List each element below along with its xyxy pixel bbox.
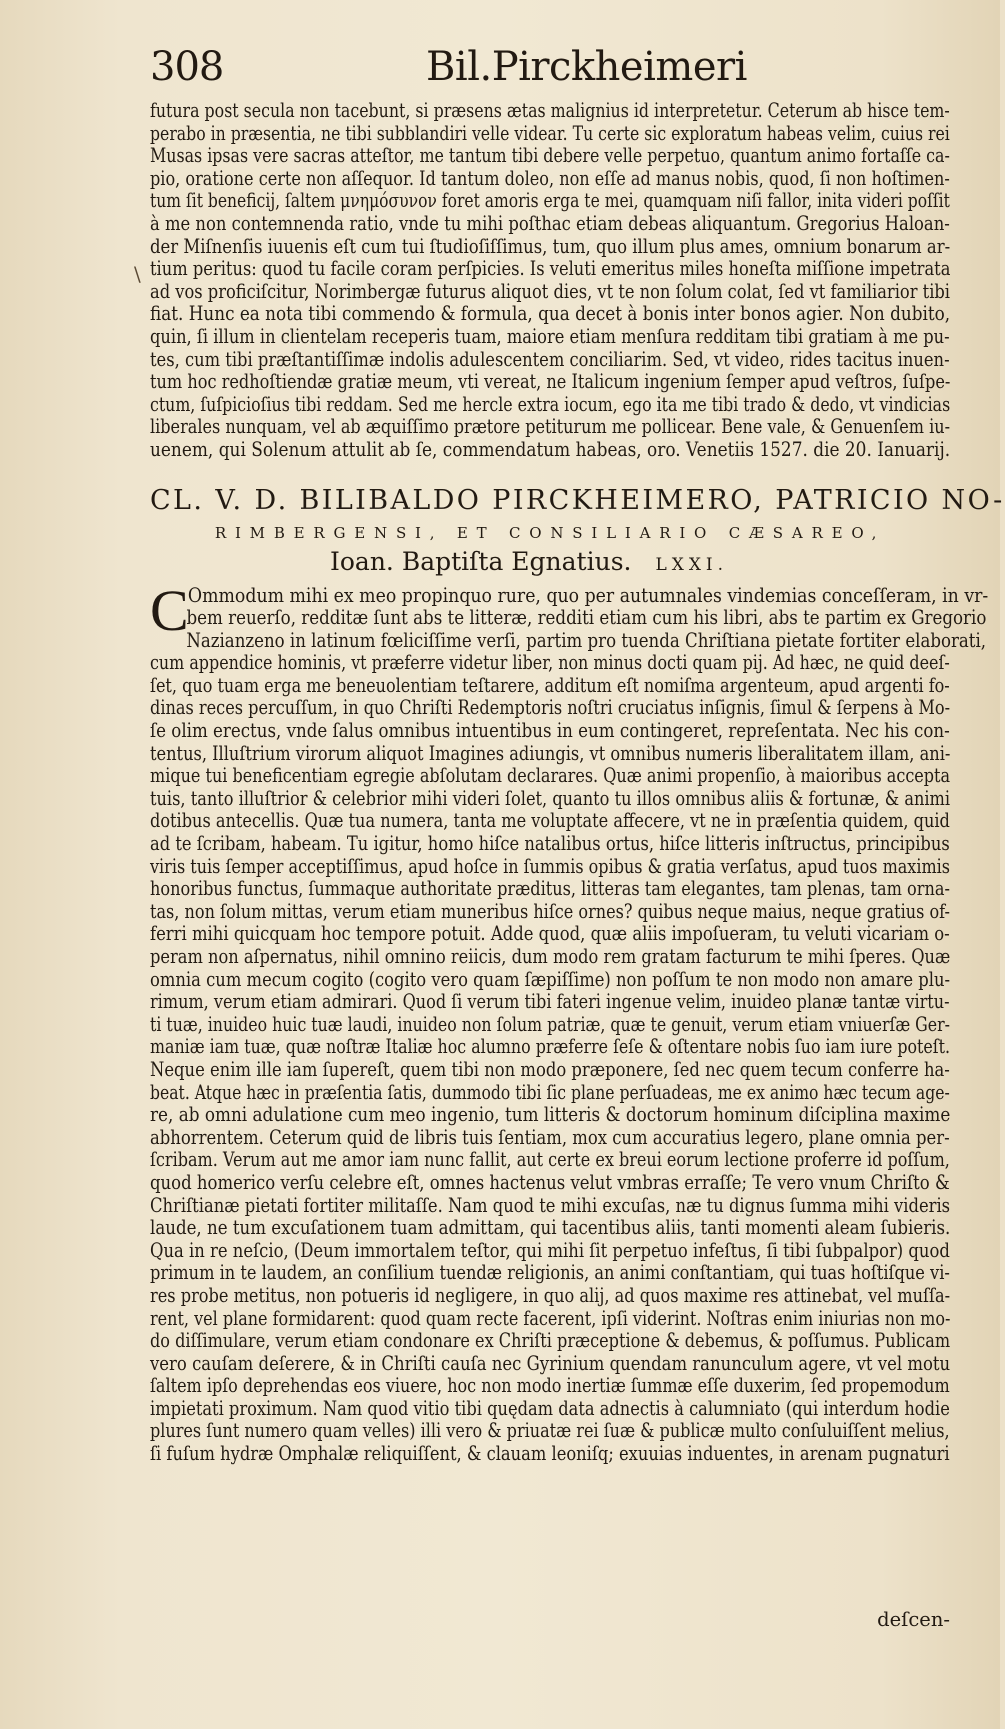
text-line: Nazianzeno in latinum fœliciſſime verſi, partim pro tuenda Chriſtiana pietate fortiter elaborati, [186,628,987,652]
text-line: dotibus antecellis. Quæ tua numera, tanta me voluptate affecere, vt ne in præſentia quidem, quid [150,809,950,833]
letter-heading [150,484,1005,581]
text-line: der Miſnenſis iuuenis eſt cum tui ſtudioſiſſimus, tum, quo illum plus ames, omnium bonarum ar- [150,234,951,258]
text-line: vero cauſam deſerere, & in Chriſti cauſa nec Gyrinium quendam ranunculum agere, vt vel motu [150,1351,951,1375]
text-line: impietati proximum. Nam quod vitio tibi quędam data adnectis à calumniato (qui interdum hodie [150,1396,950,1420]
text-line: quin, ſi illum in clientelam receperis tuam, maiore etiam menſura redditam tibi gratiam à me pu- [150,324,950,348]
text-line: ſe olim erectus, vnde ſalus omnibus intuentibus in eum contingeret, repreſentata. Nec his con- [150,719,950,743]
text-line: perabo in præsentia, ne tibi subblandiri velle videar. Tu certe sic exploratum habeas velim, cuius rei [150,121,950,145]
running-head: Bil.Pirckheimeri [426,44,747,90]
previous-letter-text [150,100,950,462]
text-line: Chriſtianæ pietati fortiter militaſſe. Nam quod te mihi excuſas, næ tu dignus ſumma mihi videris [150,1193,951,1217]
letter-salutation: CL. V. D. BILIBALDO PIRCKHEIMERO, PATRICIO NO- [150,484,1005,516]
text-line: re, ab omni adulatione cum meo ingenio, tum litteris & doctorum hominum diſciplina maxime [150,1103,951,1127]
text-line: Ommodum mihi ex meo propinquo rure, quo per autumnales vindemias conceſſeram, in vr- [187,583,989,607]
text-line: bem reuerſo, redditæ ſunt abs te litteræ, redditi etiam cum his libri, abs te partim ex Gregorio [186,606,987,630]
text-line: tas, non ſolum mittas, verum etiam muneribus hiſce ornes? quibus neque maius, neque gratius of- [150,899,950,923]
text-line: mique tui beneficentiam egregie abſolutam declarares. Quæ animi propenſio, à maioribus accepta [150,764,951,788]
text-line: ad te ſcribam, habeam. Tu igitur, homo hiſce natalibus ortus, hiſce litteris inſtructus, principibus [150,832,950,856]
text-line: uenem, qui Solenum attulit ab ſe, commendatum habeas, oro. Venetiis 1527. die 20. Ianuarij. [150,437,951,461]
margin-mark: \ [134,262,141,286]
text-line: liberales nunquam, vel ab æquiſſimo prætore petiturum me pollicear. Bene vale, & Genuenſem iu- [150,415,951,439]
text-line: ad vos proficiſcitur, Norimbergæ futurus aliquot dies, vt te non ſolum colat, ſed vt familiarior tibi [150,279,951,303]
text-line: primum in te laudem, an conſilium tuendæ religionis, an animi conſtantiam, qui tuas hoſtiſque vi- [150,1261,950,1285]
text-line: plures ſunt numero quam velles) illi vero & priuatæ rei ſuæ & publicæ multo conſuluiſſent melius, [150,1419,950,1443]
page-header [150,44,940,100]
letter-author-line [330,546,950,581]
letter-author: Ioan. Baptiſta Egnatius. [330,546,632,576]
text-line: maniæ iam tuæ, quæ noſtræ Italiæ hoc alumno præferre ſeſe & oſtentare nobis ſuo iam iure poteſt. [150,1035,951,1059]
text-line: fiat. Hunc ea nota tibi commendo & formula, qua decet à bonis inter bonos agier. Non dubito, [150,302,951,326]
drop-cap: C [150,577,189,643]
text-line: viris tuis ſemper acceptiſſimus, apud hoſce in ſummis opibus & gratia verſatus, apud tuos maximis [150,854,950,878]
text-line: ſaltem ipſo deprehendas eos viuere, hoc non modo inertiæ ſummæ eſſe duxerim, ſed propemodum [150,1374,950,1398]
text-line: res probe metitus, non potueris id negligere, in quo alij, ad quos maxime res attinebat, vel muſſa- [150,1283,951,1307]
catchword: deſcen- [877,1608,950,1631]
text-line: futura post secula non tacebunt, si præsens ætas malignius id interpretetur. Ceterum ab hisce tem- [150,99,950,122]
text-line: laude, ne tum excuſationem tuam admittam, qui tacentibus aliis, tanti momenti aleam ſubieris. [150,1216,951,1240]
text-line: pio, oratione certe non aſſequor. Id tantum doleo, non eſſe ad manus nobis, quod, ſi non hoſtimen- [150,166,950,190]
text-line: Musas ipsas vere sacras atteſtor, me tantum tibi debere velle perpetuo, quantum animo fortaſſe ca- [150,144,950,168]
text-line: ti tuæ, inuideo huic tuæ laudi, inuideo non ſolum patriæ, quæ te genuit, verum etiam vniuerſæ Ger- [150,1012,950,1036]
text-line: beat. Atque hæc in præſentia ſatis, dummodo tibi ſic plane perſuadeas, me ex animo hæc tecum age- [150,1080,950,1104]
text-line: Qua in re neſcio, (Deum immortalem teſtor, qui mihi ſit perpetuo infeſtus, ſi tibi ſubpalpor) quod [150,1238,950,1262]
letter-number: LXXI. [655,554,729,575]
text-line: dinas reces percuſſum, in quo Chriſti Redemptoris noſtri cruciatus inſignis, ſimul & ſerpens à Mo- [150,696,951,720]
text-line: tum hoc redhoſtiendæ gratiæ meum, vti vereat, ne Italicum ingenium ſemper apud veſtros, ſuſpe- [150,370,951,394]
text-block [150,99,1005,1466]
letter-body [150,577,989,1466]
text-line: tes, cum tibi præſtantiſſimæ indolis adulescentem conciliarim. Sed, vt video, rides tacitus inuen- [150,347,950,371]
text-line: ſcribam. Verum aut me amor iam nunc fallit, aut certe ex breui eorum lectione proferre id poſſum, [150,1148,950,1172]
text-line: do diſſimulare, verum etiam condonare ex Chriſti præceptione & debemus, & poſſumus. Publicam [150,1329,951,1353]
text-line: quod homerico verſu celebre eſt, omnes hactenus velut vmbras erraſſe; Te vero vnum Chriſto & [150,1170,950,1194]
text-line: tium peritus: quod tu facile coram perſpicies. Is veluti emeritus miles honeſta miſſione impetrata [150,257,951,281]
text-line: cum appendice hominis, vt præferre videtur liber, non minus docti quam pij. Ad hæc, ne quid deeſ- [150,651,950,675]
text-line: Neque enim ille iam ſupereſt, quem tibi non modo præponere, ſed nec quem tecum conferre ha- [150,1057,950,1081]
text-line: rent, vel plane formidarent: quod quam recte facerent, ipſi viderint. Noſtras enim iniurias non mo- [150,1306,951,1330]
text-line: ſi fuſum hydræ Omphalæ reliquiſſent, & clauam leoniſq; exuuias induentes, in arenam pugnaturi [150,1442,950,1466]
letter-salutation-continued: RIMBERGENSI, ET CONSILIARIO CÆSAREO, [214,523,886,542]
text-line: omnia cum mecum cogito (cogito vero quam ſæpiſſime) non poſſum te non modo non amare plu- [150,967,951,991]
text-line: rimum, verum etiam admirari. Quod ſi verum tibi fateri ingenue velim, inuideo planæ tantæ virtu- [150,990,950,1014]
text-line: à me non contemnenda ratio, vnde tu mihi poſthac etiam debeas aliquantum. Gregorius Haloan- [150,211,950,235]
text-line: ctum, ſuſpicioſius tibi reddam. Sed me hercle extra iocum, ego ita me tibi trado & dedo, vt vindicias [150,392,951,416]
text-line: honoribus functus, ſummaque authoritate præditus, litteras tam elegantes, tam plenas, tam orna- [150,877,950,901]
page-number: 308 [150,44,224,90]
text-line: tuis, tanto illuſtrior & celebrior mihi videri ſolet, quanto tu illos omnibus aliis & fortunæ, & animi [150,786,951,810]
text-line: tum ſit beneficij, ſaltem μνημόσυνον foret amoris erga te mei, quamquam niſi fallor, inita videri poſſit [150,189,950,213]
text-line: ferri mihi quicquam hoc tempore potuit. Adde quod, quæ aliis impoſueram, tu veluti vicariam o- [150,922,950,946]
text-line: abhorrentem. Ceterum quid de libris tuis ſentiam, mox cum accuratius legero, plane omnia per- [150,1125,950,1149]
text-line: peram non aſpernatus, nihil omnino reiicis, dum modo rem gratam facturum te mihi ſperes. Quæ [150,945,951,968]
text-line: ſet, quo tuam erga me beneuolentiam teſtarere, additum eſt nomiſma argenteum, apud argenti fo- [150,673,950,697]
letter-text [150,577,989,1466]
text-line: tentus, Illuſtrium virorum aliquot Imagines adiungis, vt omnibus numeris liberalitatem illam, ani- [150,741,951,765]
